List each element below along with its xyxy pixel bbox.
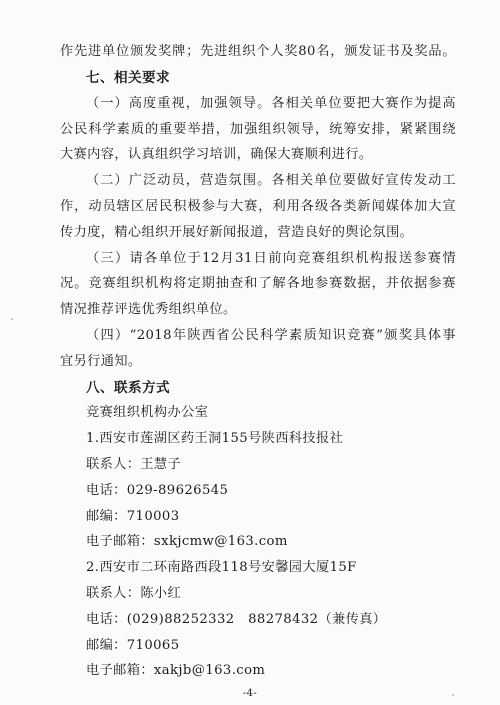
contact-2-address: 2.西安市二环南路西段118号安馨园大厦15F [86,560,357,575]
paragraph-2-line-1: （二）广泛动员，营造氛围。各相关单位要做好宣传发动工 [86,173,456,188]
contact-1-phone: 电话：029-89626545 [86,483,229,498]
text-line-award-continued: 作先进单位颁发奖牌；先进组织个人奖80名，颁发证书及奖品。 [60,44,456,59]
contact-1-person: 联系人：王慧子 [86,457,182,472]
paragraph-3-line-3: 情况推荐评选优秀组织单位。 [60,302,237,317]
section-heading-contact: 八、联系方式 [86,380,170,396]
paragraph-3-line-2: 况。竞赛组织机构将定期抽查和了解各地参赛数据，并依据参赛 [60,276,456,291]
paragraph-2-line-3: 传力度，精心组织开展好新闻报道，营造良好的舆论氛围。 [60,225,414,240]
paragraph-4-line-2: 宜另行通知。 [60,354,142,369]
paragraph-4-line-1: （四）“2018年陕西省公民科学素质知识竞赛”颁奖具体事 [86,328,456,343]
contact-2-phone: 电话：(029)88252332 88278432（兼传真） [86,612,387,627]
contact-2-email: 电子邮箱：xakjb@163.com [86,663,266,678]
contact-2-postcode: 邮编：710065 [86,638,180,653]
paragraph-1-line-2: 公民科学素质的重要举措，加强组织领导，统筹安排，紧紧围绕 [60,122,456,137]
paragraph-1-line-3: 大赛内容，认真组织学习培训，确保大赛顺利进行。 [60,147,373,162]
contact-1-address: 1.西安市莲湖区药王洞155号陕西科技报社 [86,431,344,446]
paragraph-2-line-2: 作，动员辖区居民积极参与大赛，利用各级各类新闻媒体加大宣 [60,199,456,214]
scan-speck [452,694,454,696]
contact-2-person: 联系人：陈小红 [86,586,182,601]
section-heading-requirements: 七、相关要求 [86,70,170,86]
scan-speck [11,318,13,320]
paragraph-3-line-1: （三）请各单位于12月31日前向竞赛组织机构报送参赛情 [86,251,456,266]
paragraph-1-line-1: （一）高度重视，加强领导。各相关单位要把大赛作为提高 [86,96,456,111]
contact-1-email: 电子邮箱：sxkjcmw@163.com [86,534,288,549]
contact-1-postcode: 邮编：710003 [86,509,180,524]
contact-office-name: 竞赛组织机构办公室 [86,405,209,420]
page-number: -4- [242,688,258,699]
